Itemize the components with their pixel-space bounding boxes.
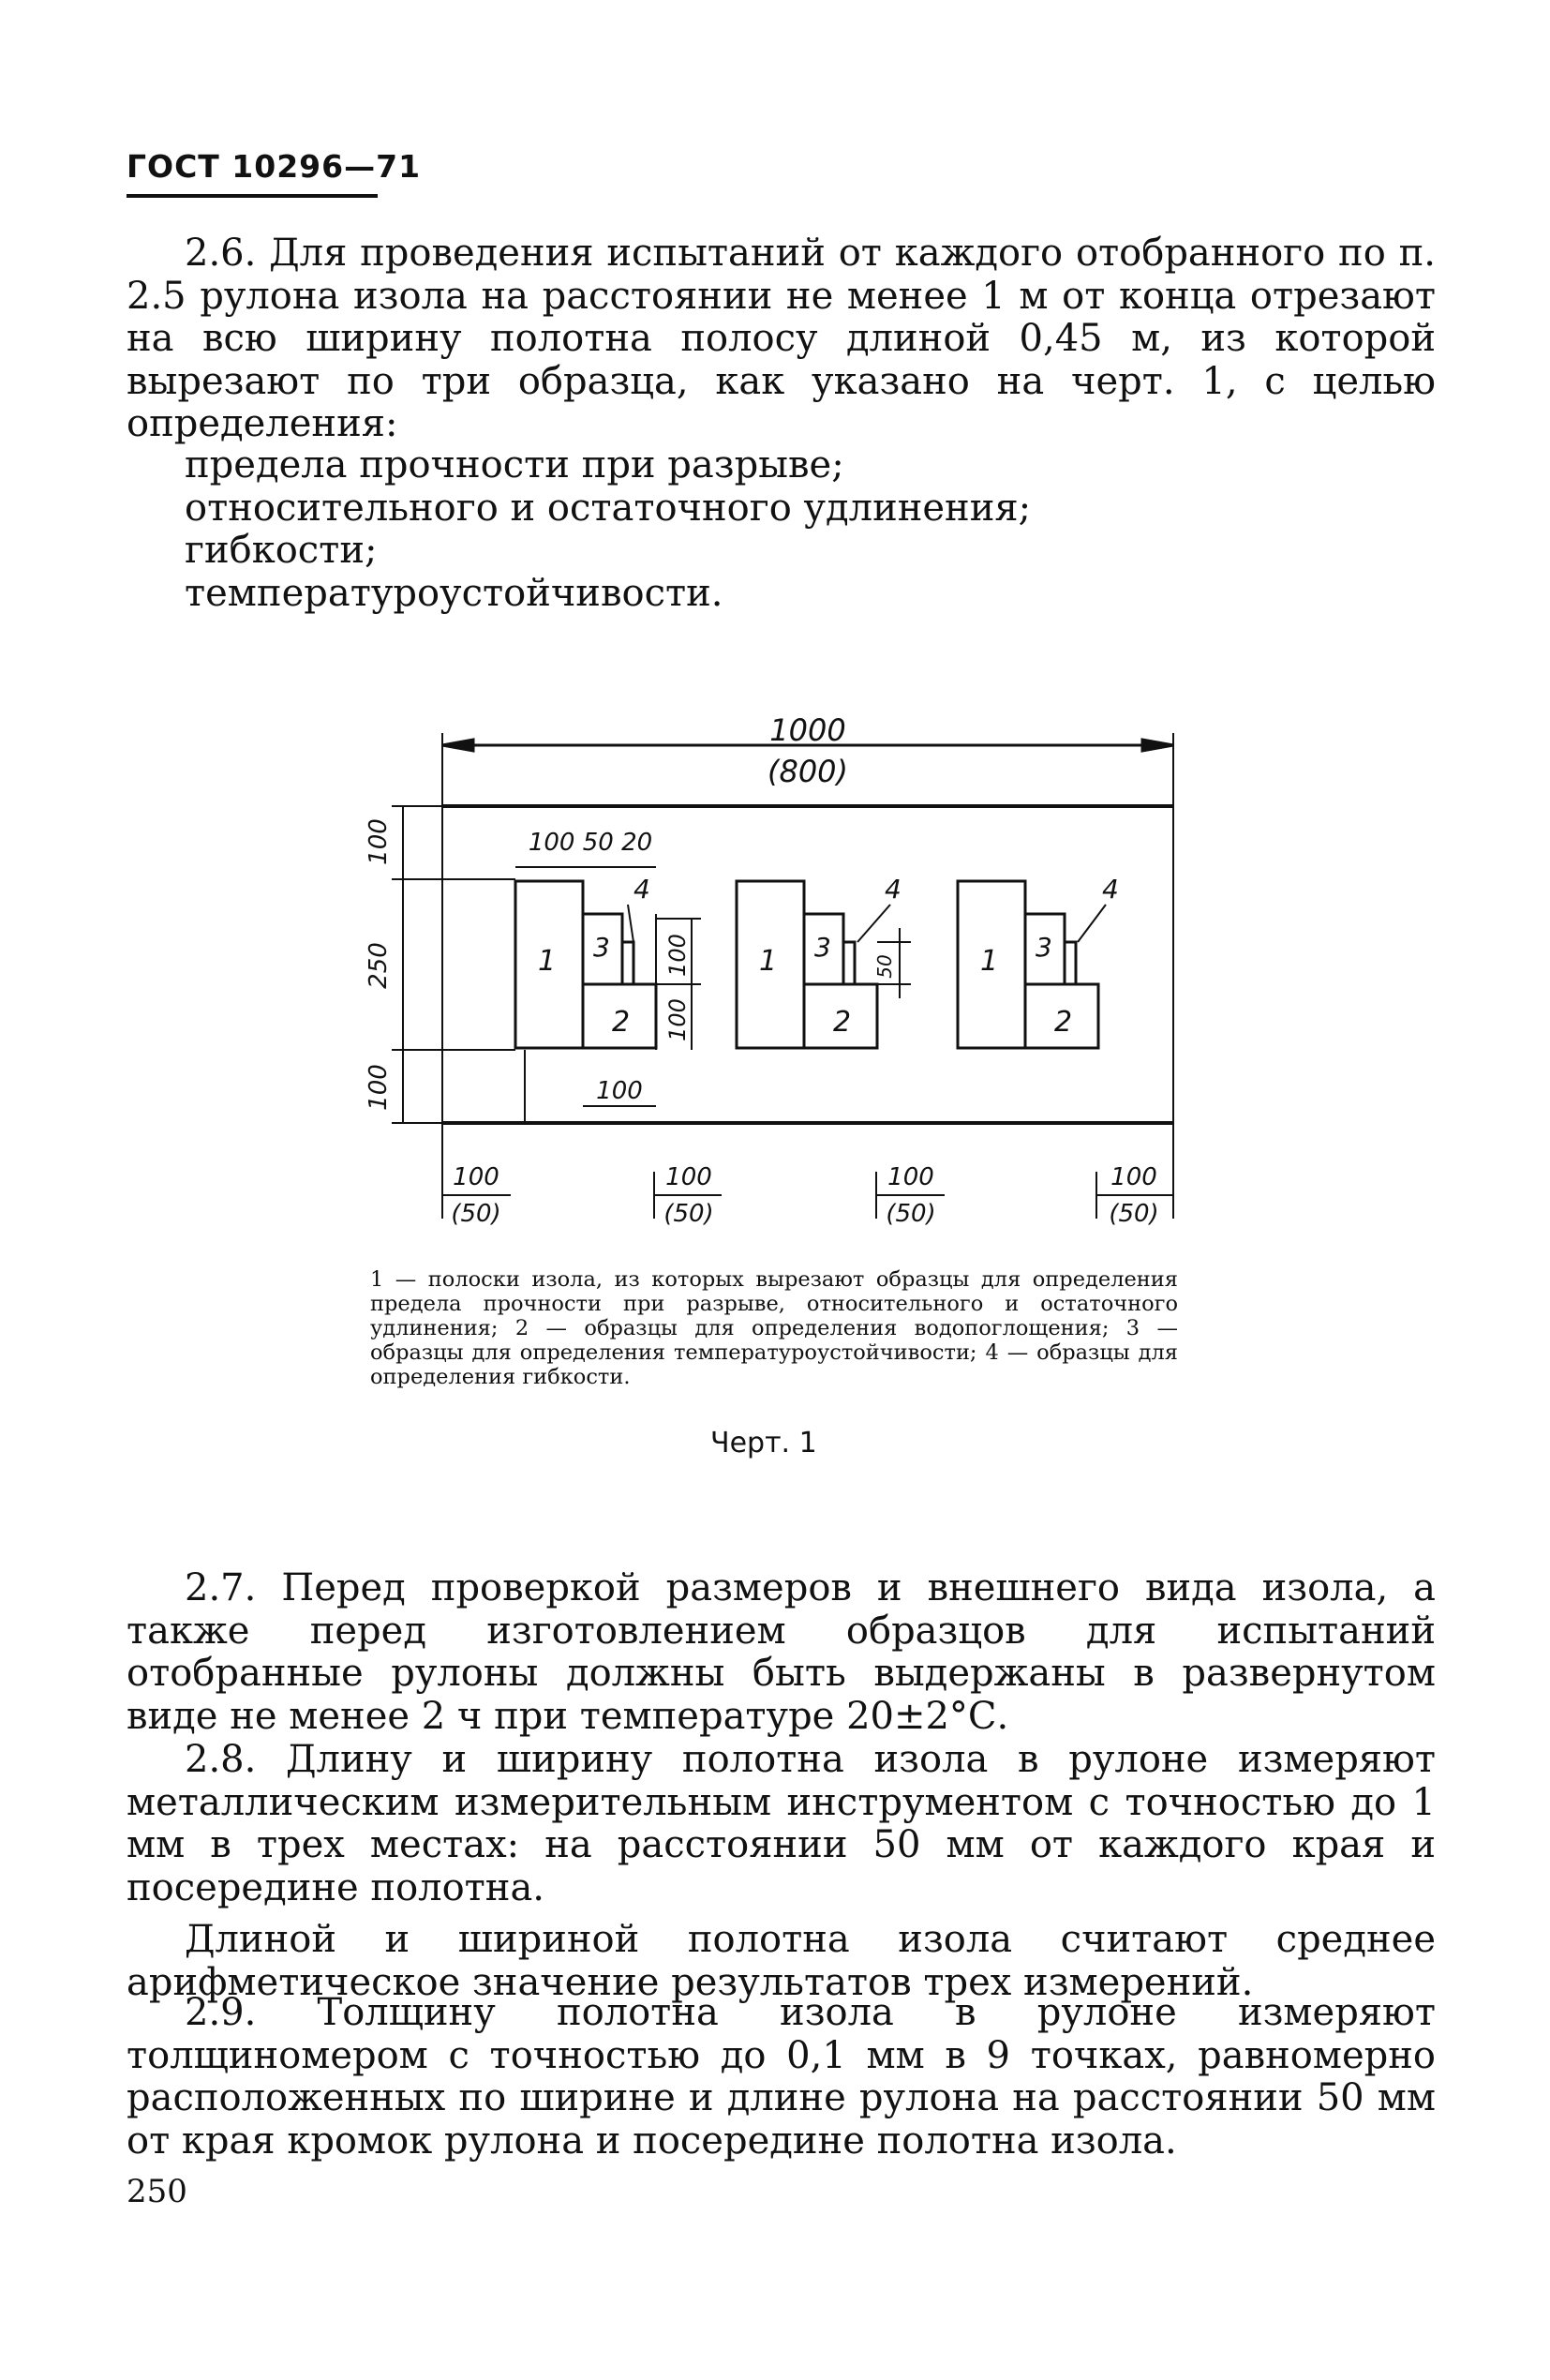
section-2-7-text: 2.7. Перед проверкой размеров и внешнего вида изола, а также перед изготовлением образцов для испытаний отобранные рулоны должны быть выдержаны в развернутом виде не менее 2 ч при температуре 20±2°С. xyxy=(127,1566,1436,1738)
dim-label: (50) xyxy=(1109,1200,1159,1228)
sample-label: 2 xyxy=(833,1006,852,1039)
dim-label: 100 xyxy=(365,818,393,865)
dim-label: 1000 xyxy=(769,712,846,748)
sample-label: 4 xyxy=(885,874,902,905)
sample-label: 1 xyxy=(759,945,778,978)
dim-label: (50) xyxy=(451,1200,501,1228)
dim-label: 100 xyxy=(596,1077,643,1105)
dim-label: 100 xyxy=(665,1163,712,1191)
sample-4 xyxy=(622,942,633,984)
sample-label: 1 xyxy=(980,945,999,978)
sample-label: 3 xyxy=(814,932,831,963)
document-header: ГОСТ 10296—71 xyxy=(127,148,422,185)
sample-4 xyxy=(1065,942,1076,984)
sample-label: 4 xyxy=(633,874,650,905)
list-item: температуроустойчивости. xyxy=(185,571,723,615)
arrow-left xyxy=(442,740,473,751)
dim-label: 100 xyxy=(453,1163,499,1191)
list-item: относительного и остаточного удлинения; xyxy=(185,486,1032,530)
figure-title: Черт. 1 xyxy=(710,1427,817,1459)
leader-line xyxy=(1078,905,1106,942)
sample-label: 1 xyxy=(538,945,557,978)
dim-label: (50) xyxy=(886,1200,936,1228)
section-2-8-text2: Длиной и шириной полотна изола считают среднее арифметическое значение результатов трех измерений. xyxy=(127,1918,1436,2004)
leader-line xyxy=(628,905,633,942)
section-2-7 xyxy=(127,1567,1436,1738)
sample-label: 2 xyxy=(1054,1006,1073,1039)
dim-label: 50 xyxy=(873,954,896,979)
sample-4 xyxy=(843,942,855,984)
sample-label: 3 xyxy=(593,932,610,963)
dim-label: 100 xyxy=(664,934,691,977)
section-2-9 xyxy=(127,1992,1436,2163)
leader-line xyxy=(857,905,890,942)
list-item: предела прочности при разрыве; xyxy=(185,443,844,486)
dim-label: 100 50 20 xyxy=(528,829,653,857)
dim-label: (800) xyxy=(767,754,849,789)
page-number: 250 xyxy=(127,2173,187,2210)
dim-label: 100 xyxy=(1110,1163,1157,1191)
list-item: гибкости; xyxy=(185,529,378,572)
sample-label: 2 xyxy=(612,1006,631,1039)
section-2-9-text: 2.9. Толщину полотна изола в рулоне измеряют толщиномером с точностью до 0,1 мм в 9 точках, равномерно расположенных по ширине и длине рулона на расстоянии 50 мм от края кромок рулона и посередине полотна изола. xyxy=(127,1991,1436,2163)
dim-label: 250 xyxy=(365,942,393,989)
section-2-8-text: 2.8. Длину и ширину полотна изола в рулоне измеряют металлическим измерительным инструментом с точностью до 1 мм в трех местах: на расстоянии 50 мм от каждого края и посередине полотна. xyxy=(127,1738,1436,1909)
dim-label: (50) xyxy=(663,1200,714,1228)
dim-label: 100 xyxy=(664,998,691,1041)
figure-caption: 1 — полоски изола, из которых вырезают образцы для определения предела прочности при разрыве, относительного и остаточного удлинения; 2 — образцы для определения водопоглощения; 3 — образцы для определения температуроустойчивости; 4 — образцы для определения гибкости. xyxy=(370,1267,1178,1389)
dim-label: 100 xyxy=(887,1163,934,1191)
section-2-6-text: 2.6. Для проведения испытаний от каждого отобранного по п. 2.5 рулона изола на расстоянии не менее 1 м от конца отрезают на всю ширину полотна полосу длиной 0,45 м, из которой вырезают по три образца, как указано на черт. 1, с целью определения: xyxy=(127,232,1436,445)
sample-label: 3 xyxy=(1036,932,1052,963)
section-2-8 xyxy=(127,1739,1436,2004)
arrow-right xyxy=(1142,740,1173,751)
sample-label: 4 xyxy=(1102,874,1119,905)
dim-label: 100 xyxy=(365,1064,393,1111)
